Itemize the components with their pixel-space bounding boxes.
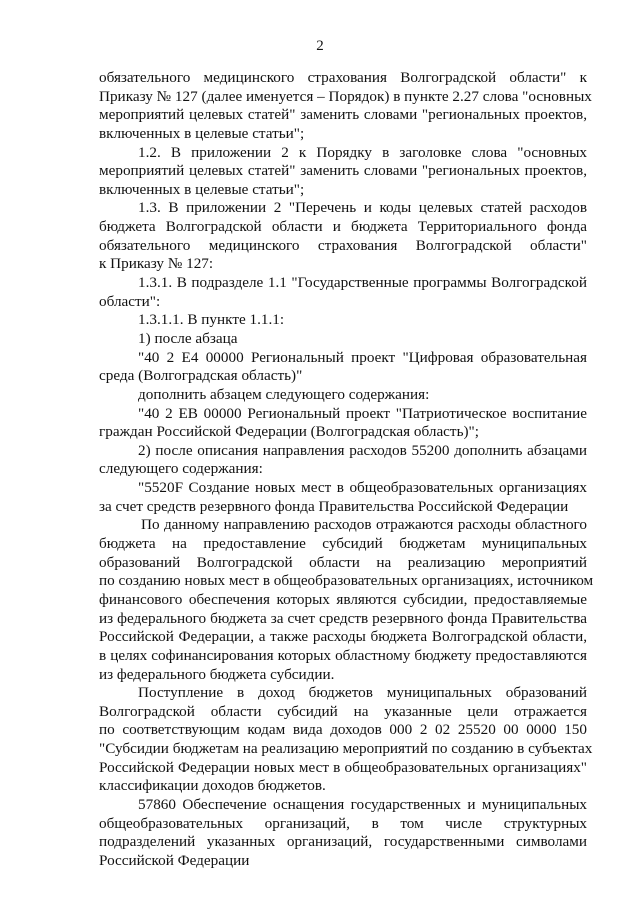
text-line: "40 2 ЕВ 00000 Региональный проект "Патриотическое воспитание bbox=[138, 404, 587, 422]
page-number: 2 bbox=[316, 38, 324, 54]
text-line: дополнить абзацем следующего содержания: bbox=[138, 385, 430, 403]
text-line: образований Волгоградской области на реализацию мероприятий bbox=[99, 553, 587, 571]
text-line: 1) после абзаца bbox=[138, 329, 238, 347]
text-line: финансового обеспечения которых являются субсидии, предоставляемые bbox=[99, 590, 587, 608]
text-line: 1.3. В приложении 2 "Перечень и коды целевых статей расходов bbox=[138, 199, 587, 217]
text-line: классификации доходов бюджетов. bbox=[99, 777, 326, 795]
text-line: Российской Федерации новых мест в общеобразовательных организациях" bbox=[99, 758, 587, 776]
text-line: среда (Волгоградская область)" bbox=[99, 367, 303, 385]
text-line: Российской Федерации, а также расходы бюджета Волгоградской области, bbox=[99, 628, 587, 646]
text-line: "40 2 Е4 00000 Региональный проект "Цифровая образовательная bbox=[138, 348, 587, 366]
text-line: бюджета на предоставление субсидий бюджетам муниципальных bbox=[99, 535, 587, 553]
text-line: области": bbox=[99, 292, 161, 310]
text-line: общеобразовательных организаций, в том числе структурных bbox=[99, 814, 587, 832]
text-line: Приказу № 127 (далее именуется – Порядок) в пункте 2.27 слова "основных bbox=[99, 87, 592, 105]
text-line: "Субсидии бюджетам на реализацию мероприятий по созданию в субъектах bbox=[99, 740, 593, 758]
text-line: "5520F Создание новых мест в общеобразовательных организациях bbox=[138, 479, 587, 497]
text-line: обязательного медицинского страхования Волгоградской области" bbox=[99, 236, 587, 254]
text-line: из федерального бюджета субсидии. bbox=[99, 665, 335, 683]
text-line: Российской Федерации bbox=[99, 851, 250, 869]
text-line: к Приказу № 127: bbox=[99, 255, 214, 273]
text-line: следующего содержания: bbox=[99, 460, 263, 478]
text-line: обязательного медицинского страхования Волгоградской области" к bbox=[99, 69, 587, 86]
text-line: По данному направлению расходов отражаются расходы областного bbox=[141, 516, 587, 534]
text-line: бюджета Волгоградской области и бюджета Территориального фонда bbox=[99, 218, 587, 236]
text-line: 2) после описания направления расходов 55200 дополнить абзацами bbox=[138, 441, 587, 459]
text-line: 1.3.1.1. В пункте 1.1.1: bbox=[138, 311, 285, 329]
text-line: Волгоградской области субсидий на указанные цели отражается bbox=[99, 702, 587, 720]
text-line: по созданию новых мест в общеобразовательных организациях, источником bbox=[99, 572, 594, 590]
text-line: включенных в целевые статьи"; bbox=[99, 180, 305, 198]
text-line: 1.3.1. В подразделе 1.1 "Государственные программы Волгоградской bbox=[138, 274, 587, 292]
text-line: мероприятий целевых статей" заменить словами "региональных проектов, bbox=[99, 106, 587, 124]
text-line: в целях софинансирования которых областному бюджету предоставляются bbox=[99, 646, 587, 664]
text-line: 1.2. В приложении 2 к Порядку в заголовке слова "основных bbox=[138, 143, 587, 161]
text-line: 57860 Обеспечение оснащения государственных и муниципальных bbox=[138, 795, 587, 813]
text-line: включенных в целевые статьи"; bbox=[99, 124, 305, 142]
text-line: по соответствующим кодам вида доходов 000 2 02 25520 00 0000 150 bbox=[99, 721, 587, 739]
text-line: Поступление в доход бюджетов муниципальных образований bbox=[138, 684, 587, 702]
text-line: подразделений указанных организаций, государственными символами bbox=[99, 833, 587, 851]
document-body bbox=[99, 69, 594, 871]
text-line: граждан Российской Федерации (Волгоградская область)"; bbox=[99, 423, 479, 441]
text-line: за счет средств резервного фонда Правительства Российской Федерации bbox=[99, 497, 569, 515]
text-line: мероприятий целевых статей" заменить словами "региональных проектов, bbox=[99, 162, 587, 180]
text-line: из федерального бюджета за счет средств резервного фонда Правительства bbox=[99, 609, 587, 627]
